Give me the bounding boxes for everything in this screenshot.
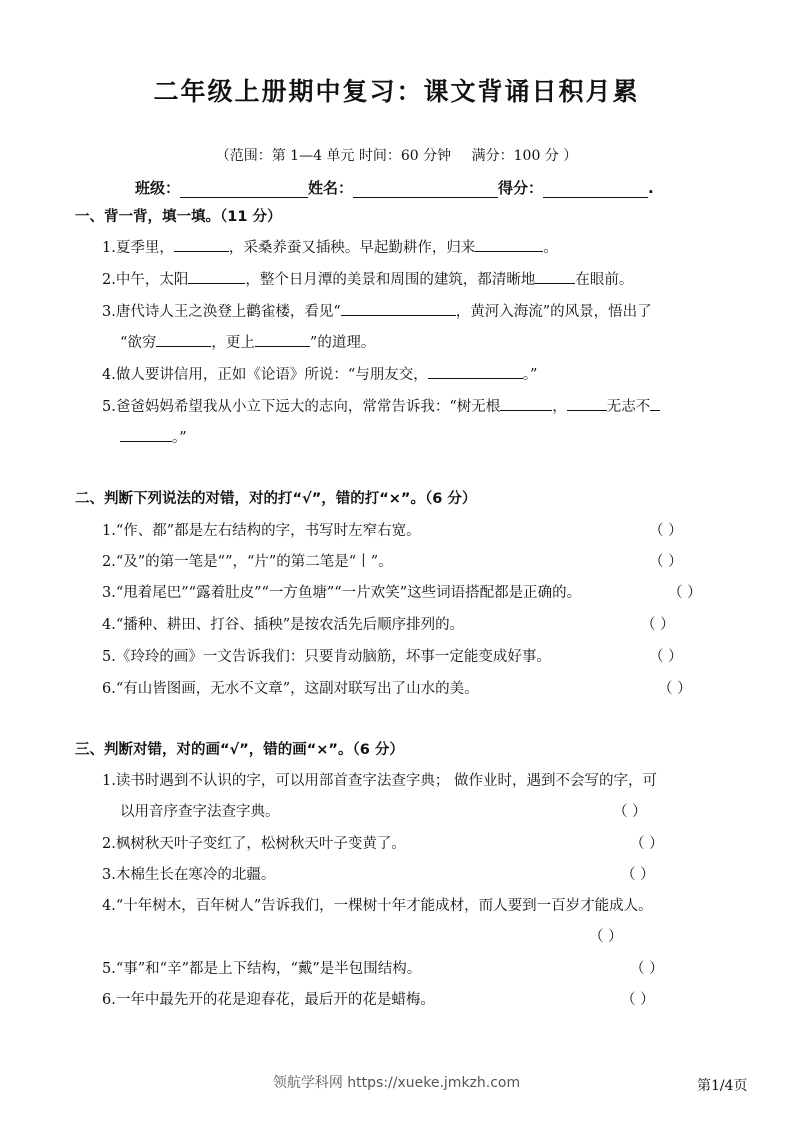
answer-paren[interactable]: （ ）	[641, 617, 675, 633]
answer-blank[interactable]	[567, 396, 607, 411]
fields-end: .	[648, 179, 654, 197]
answer-blank[interactable]	[188, 269, 245, 284]
section-1-title: 一、背一背，填一填。（11 分）	[75, 209, 282, 225]
answer-paren[interactable]: （ ）	[630, 961, 664, 977]
name-blank[interactable]	[353, 181, 498, 198]
judge-3-4: 4.“十年树木，百年树人”告诉我们，一棵树十年才能成材，而人要到一百岁才能成人。	[102, 898, 653, 914]
answer-blank[interactable]	[120, 427, 172, 442]
answer-paren[interactable]: （ ）	[621, 867, 655, 883]
answer-blank[interactable]	[535, 269, 575, 284]
section-3-title: 三、判断对错，对的画“√”，错的画“×”。（6 分）	[75, 742, 404, 758]
question-1-3: 3.唐代诗人王之涣登上鹳雀楼，看见“ ，黄河入海流”的风景，悟出了	[102, 300, 652, 321]
judge-3-5: 5.“事”和“辛”都是上下结构，“戴”是半包围结构。	[102, 961, 422, 977]
judge-3-1-cont: 以用音序查字法查字典。	[120, 804, 280, 820]
judge-3-1: 1.读书时遇到不认识的字，可以用部首查字法查字典； 做作业时，遇到不会写的字，可	[102, 773, 657, 789]
exam-total-score: 满分：100 分 ）	[471, 148, 578, 164]
score-label: 得分：	[498, 179, 544, 197]
answer-paren[interactable]: （ ）	[630, 836, 664, 852]
answer-paren[interactable]: （ ）	[613, 804, 647, 820]
answer-blank[interactable]	[341, 301, 456, 316]
class-label: 班级：	[135, 179, 181, 197]
answer-paren[interactable]: （ ）	[668, 585, 702, 601]
answer-blank[interactable]	[650, 396, 660, 411]
judge-2-5: 5.《玲玲的画》一文告诉我们：只要肯动脑筋，坏事一定能变成好事。	[102, 649, 551, 665]
judge-2-3: 3.“甩着尾巴”“露着肚皮”“一方鱼塘”“一片欢笑”这些词语搭配都是正确的。	[102, 585, 582, 601]
judge-3-2: 2.枫树秋天叶子变红了，松树秋天叶子变黄了。	[102, 836, 406, 852]
answer-paren[interactable]: （ ）	[658, 681, 692, 697]
answer-paren[interactable]: （ ）	[649, 649, 683, 665]
answer-paren[interactable]: （ ）	[621, 992, 655, 1008]
question-1-5: 5.爸爸妈妈希望我从小立下远大的志向，常常告诉我：“树无根 ， 无志不	[102, 395, 660, 416]
page-number: 第1/4页	[697, 1078, 748, 1094]
answer-blank[interactable]	[156, 332, 211, 347]
answer-blank[interactable]	[500, 396, 552, 411]
judge-3-3: 3.木棉生长在寒冷的北疆。	[102, 867, 276, 883]
judge-2-2: 2.“及”的第一笔是“”，“片”的第二笔是“丨”。	[102, 554, 393, 570]
student-fields	[135, 177, 654, 198]
section-2-title: 二、判断下列说法的对错，对的打“√”，错的打“×”。（6 分）	[75, 491, 477, 507]
question-1-2: 2.中午，太阳 ，整个日月潭的美景和周围的建筑，都清晰地 在眼前。	[102, 268, 633, 289]
question-1-1: 1.夏季里， ，采桑养蚕又插秧。早起勤耕作，归来 。	[102, 236, 558, 257]
answer-blank[interactable]	[428, 364, 523, 379]
answer-blank[interactable]	[475, 237, 543, 252]
judge-2-1: 1.“作、都”都是左右结构的字，书写时左窄右宽。	[102, 523, 421, 539]
question-1-5-cont: 。”	[120, 426, 187, 447]
class-blank[interactable]	[180, 181, 308, 198]
score-blank[interactable]	[543, 181, 648, 198]
footer-site: 领航学科网 https://xueke.jmkzh.com	[272, 1075, 521, 1091]
judge-3-6: 6.一年中最先开的花是迎春花，最后开的花是蜡梅。	[102, 992, 435, 1008]
answer-paren[interactable]: （ ）	[649, 523, 683, 539]
question-1-3-cont: “欲穷 ，更上 ”的道理。	[120, 331, 375, 352]
question-1-4: 4.做人要讲信用，正如《论语》所说：“与朋友交， 。”	[102, 363, 537, 384]
judge-2-4: 4.“播种、耕田、打谷、插秧”是按农活先后顺序排列的。	[102, 617, 465, 633]
answer-blank[interactable]	[174, 237, 229, 252]
page-title: 二年级上册期中复习：课文背诵日积月累	[153, 77, 640, 106]
exam-range-time: （范围：第 1—4 单元 时间：60 分钟	[215, 148, 452, 164]
exam-info	[0, 145, 793, 165]
answer-paren[interactable]: （ ）	[649, 554, 683, 570]
name-label: 姓名：	[308, 179, 354, 197]
answer-paren[interactable]: （ ）	[589, 929, 623, 945]
answer-blank[interactable]	[255, 332, 310, 347]
judge-2-6: 6.“有山皆图画，无水不文章”，这副对联写出了山水的美。	[102, 681, 479, 697]
